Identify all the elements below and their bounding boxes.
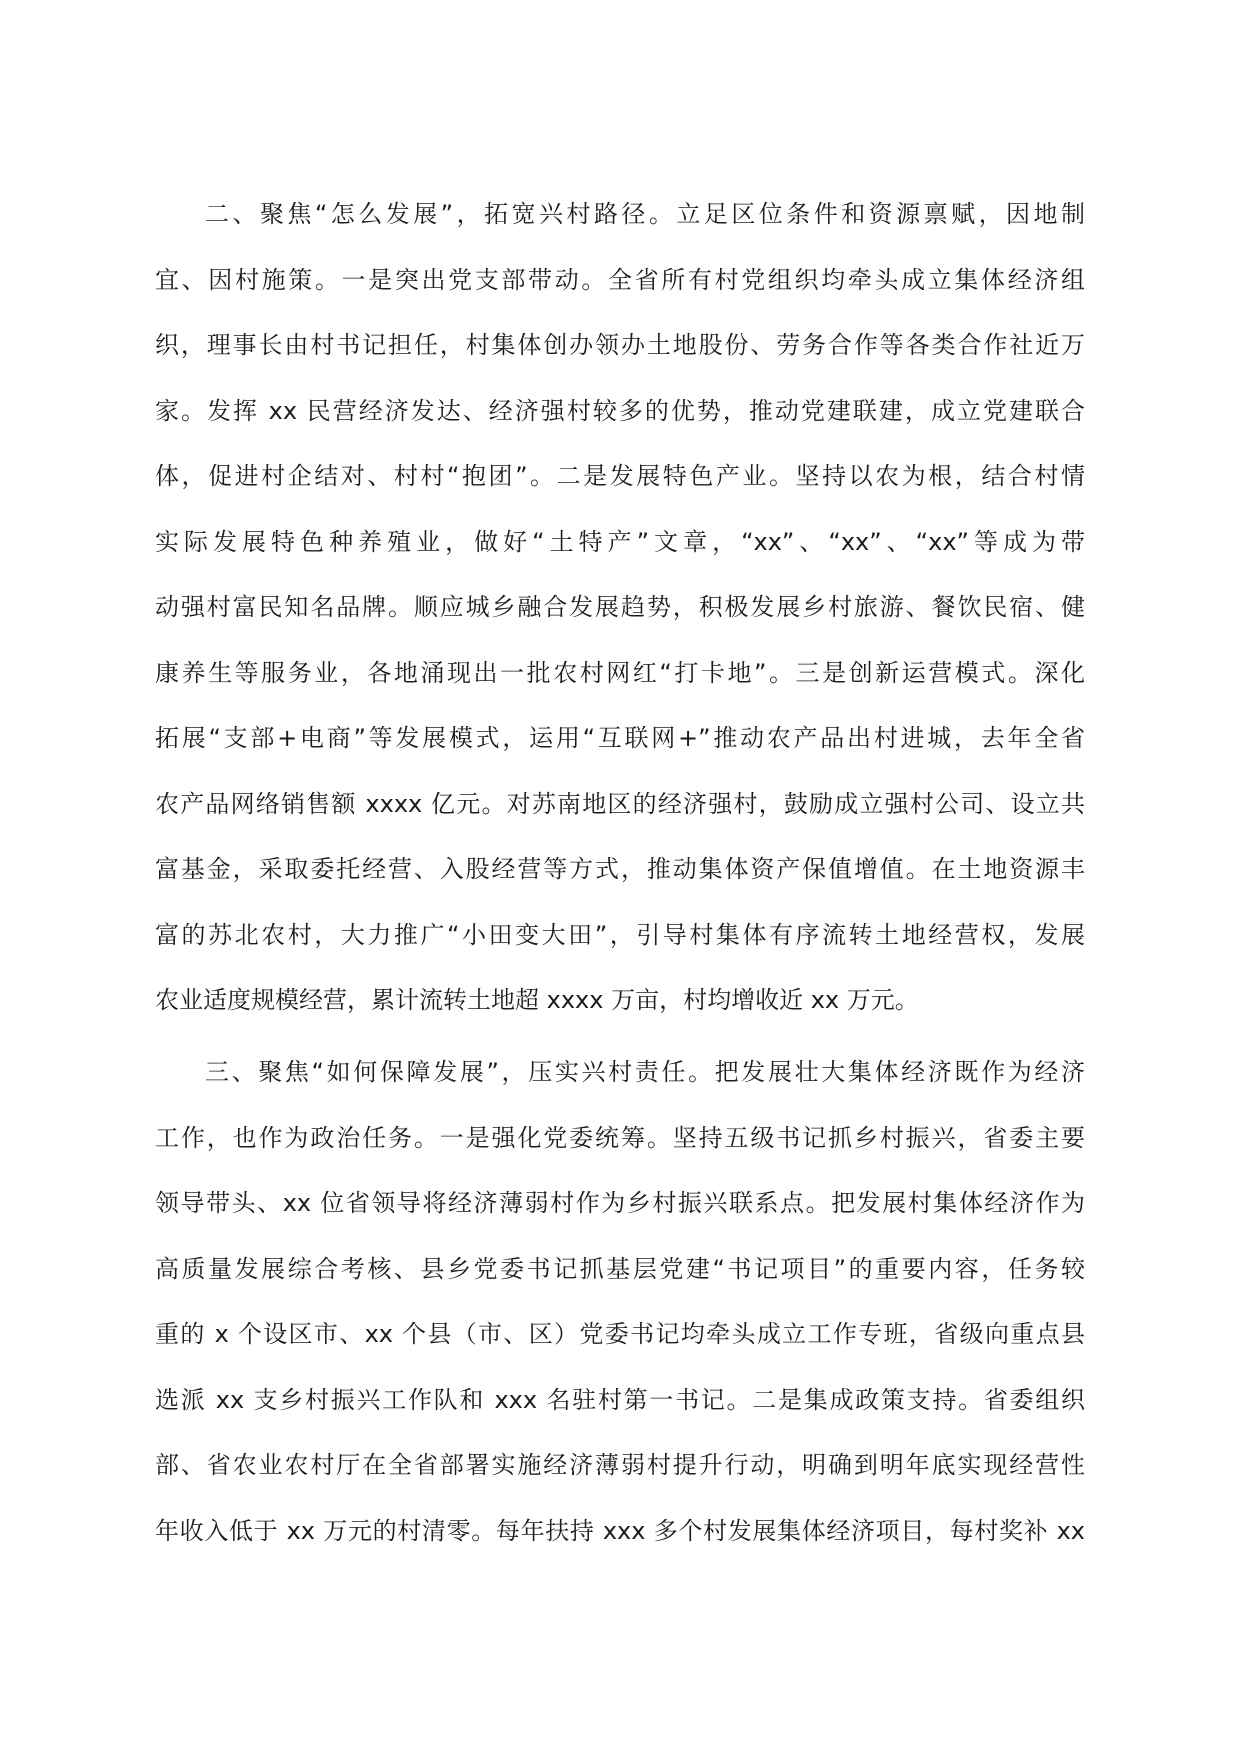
paragraph-line: 工作，也作为政治任务。一是强化党委统筹。坚持五级书记抓乡村振兴，省委主要 [155, 1123, 1085, 1152]
paragraph-line: 年收入低于 xx 万元的村清零。每年扶持 xxx 多个村发展集体经济项目，每村奖补 xx [155, 1516, 1085, 1545]
paragraph-line: 三、聚焦“如何保障发展”，压实兴村责任。把发展壮大集体经济既作为经济 [205, 1058, 1085, 1086]
paragraph-section-two [155, 182, 1085, 1034]
paragraph-line: 拓展“支部+电商”等发展模式，运用“互联网+”推动农产品出村进城，去年全省 [155, 724, 1085, 752]
paragraph-line: 体，促进村企结对、村村“抱团”。二是发展特色产业。坚持以农为根，结合村情 [155, 462, 1085, 490]
paragraph-line: 农产品网络销售额 xxxx 亿元。对苏南地区的经济强村，鼓励成立强村公司、设立共 [155, 789, 1085, 818]
paragraph-line: 织，理事长由村书记担任，村集体创办领办土地股份、劳务合作等各类合作社近万 [155, 331, 1085, 359]
paragraph-line: 高质量发展综合考核、县乡党委书记抓基层党建“书记项目”的重要内容，任务较 [155, 1254, 1085, 1283]
paragraph-line: 选派 xx 支乡村振兴工作队和 xxx 名驻村第一书记。二是集成政策支持。省委组织 [155, 1385, 1085, 1414]
paragraph-line: 康养生等服务业，各地涌现出一批农村网红“打卡地”。三是创新运营模式。深化 [155, 658, 1085, 687]
paragraph-line: 富的苏北农村，大力推广“小田变大田”，引导村集体有序流转土地经营权，发展 [155, 920, 1085, 949]
paragraph-line: 农业适度规模经营，累计流转土地超 xxxx 万亩，村均增收近 xx 万元。 [155, 986, 919, 1014]
paragraph-line: 领导带头、xx 位省领导将经济薄弱村作为乡村振兴联系点。把发展村集体经济作为 [155, 1189, 1085, 1217]
paragraph-line: 部、省农业农村厅在全省部署实施经济薄弱村提升行动，明确到明年底实现经营性 [155, 1451, 1085, 1479]
paragraph-line: 富基金，采取委托经营、入股经营等方式，推动集体资产保值增值。在土地资源丰 [155, 855, 1085, 883]
paragraph-line: 二、聚焦“怎么发展”，拓宽兴村路径。立足区位条件和资源禀赋，因地制 [205, 200, 1085, 228]
paragraph-line: 动强村富民知名品牌。顺应城乡融合发展趋势，积极发展乡村旅游、餐饮民宿、健 [155, 593, 1085, 621]
paragraph-line: 家。发挥 xx 民营经济发达、经济强村较多的优势，推动党建联建，成立党建联合 [155, 396, 1085, 425]
paragraph-line: 宜、因村施策。一是突出党支部带动。全省所有村党组织均牵头成立集体经济组 [155, 265, 1085, 294]
paragraph-line: 实际发展特色种养殖业，做好“土特产”文章，“xx”、“xx”、“xx”等成为带 [155, 527, 1085, 556]
paragraph-section-three [155, 1040, 1085, 1564]
paragraph-line: 重的 x 个设区市、xx 个县（市、区）党委书记均牵头成立工作专班，省级向重点县 [155, 1320, 1085, 1348]
